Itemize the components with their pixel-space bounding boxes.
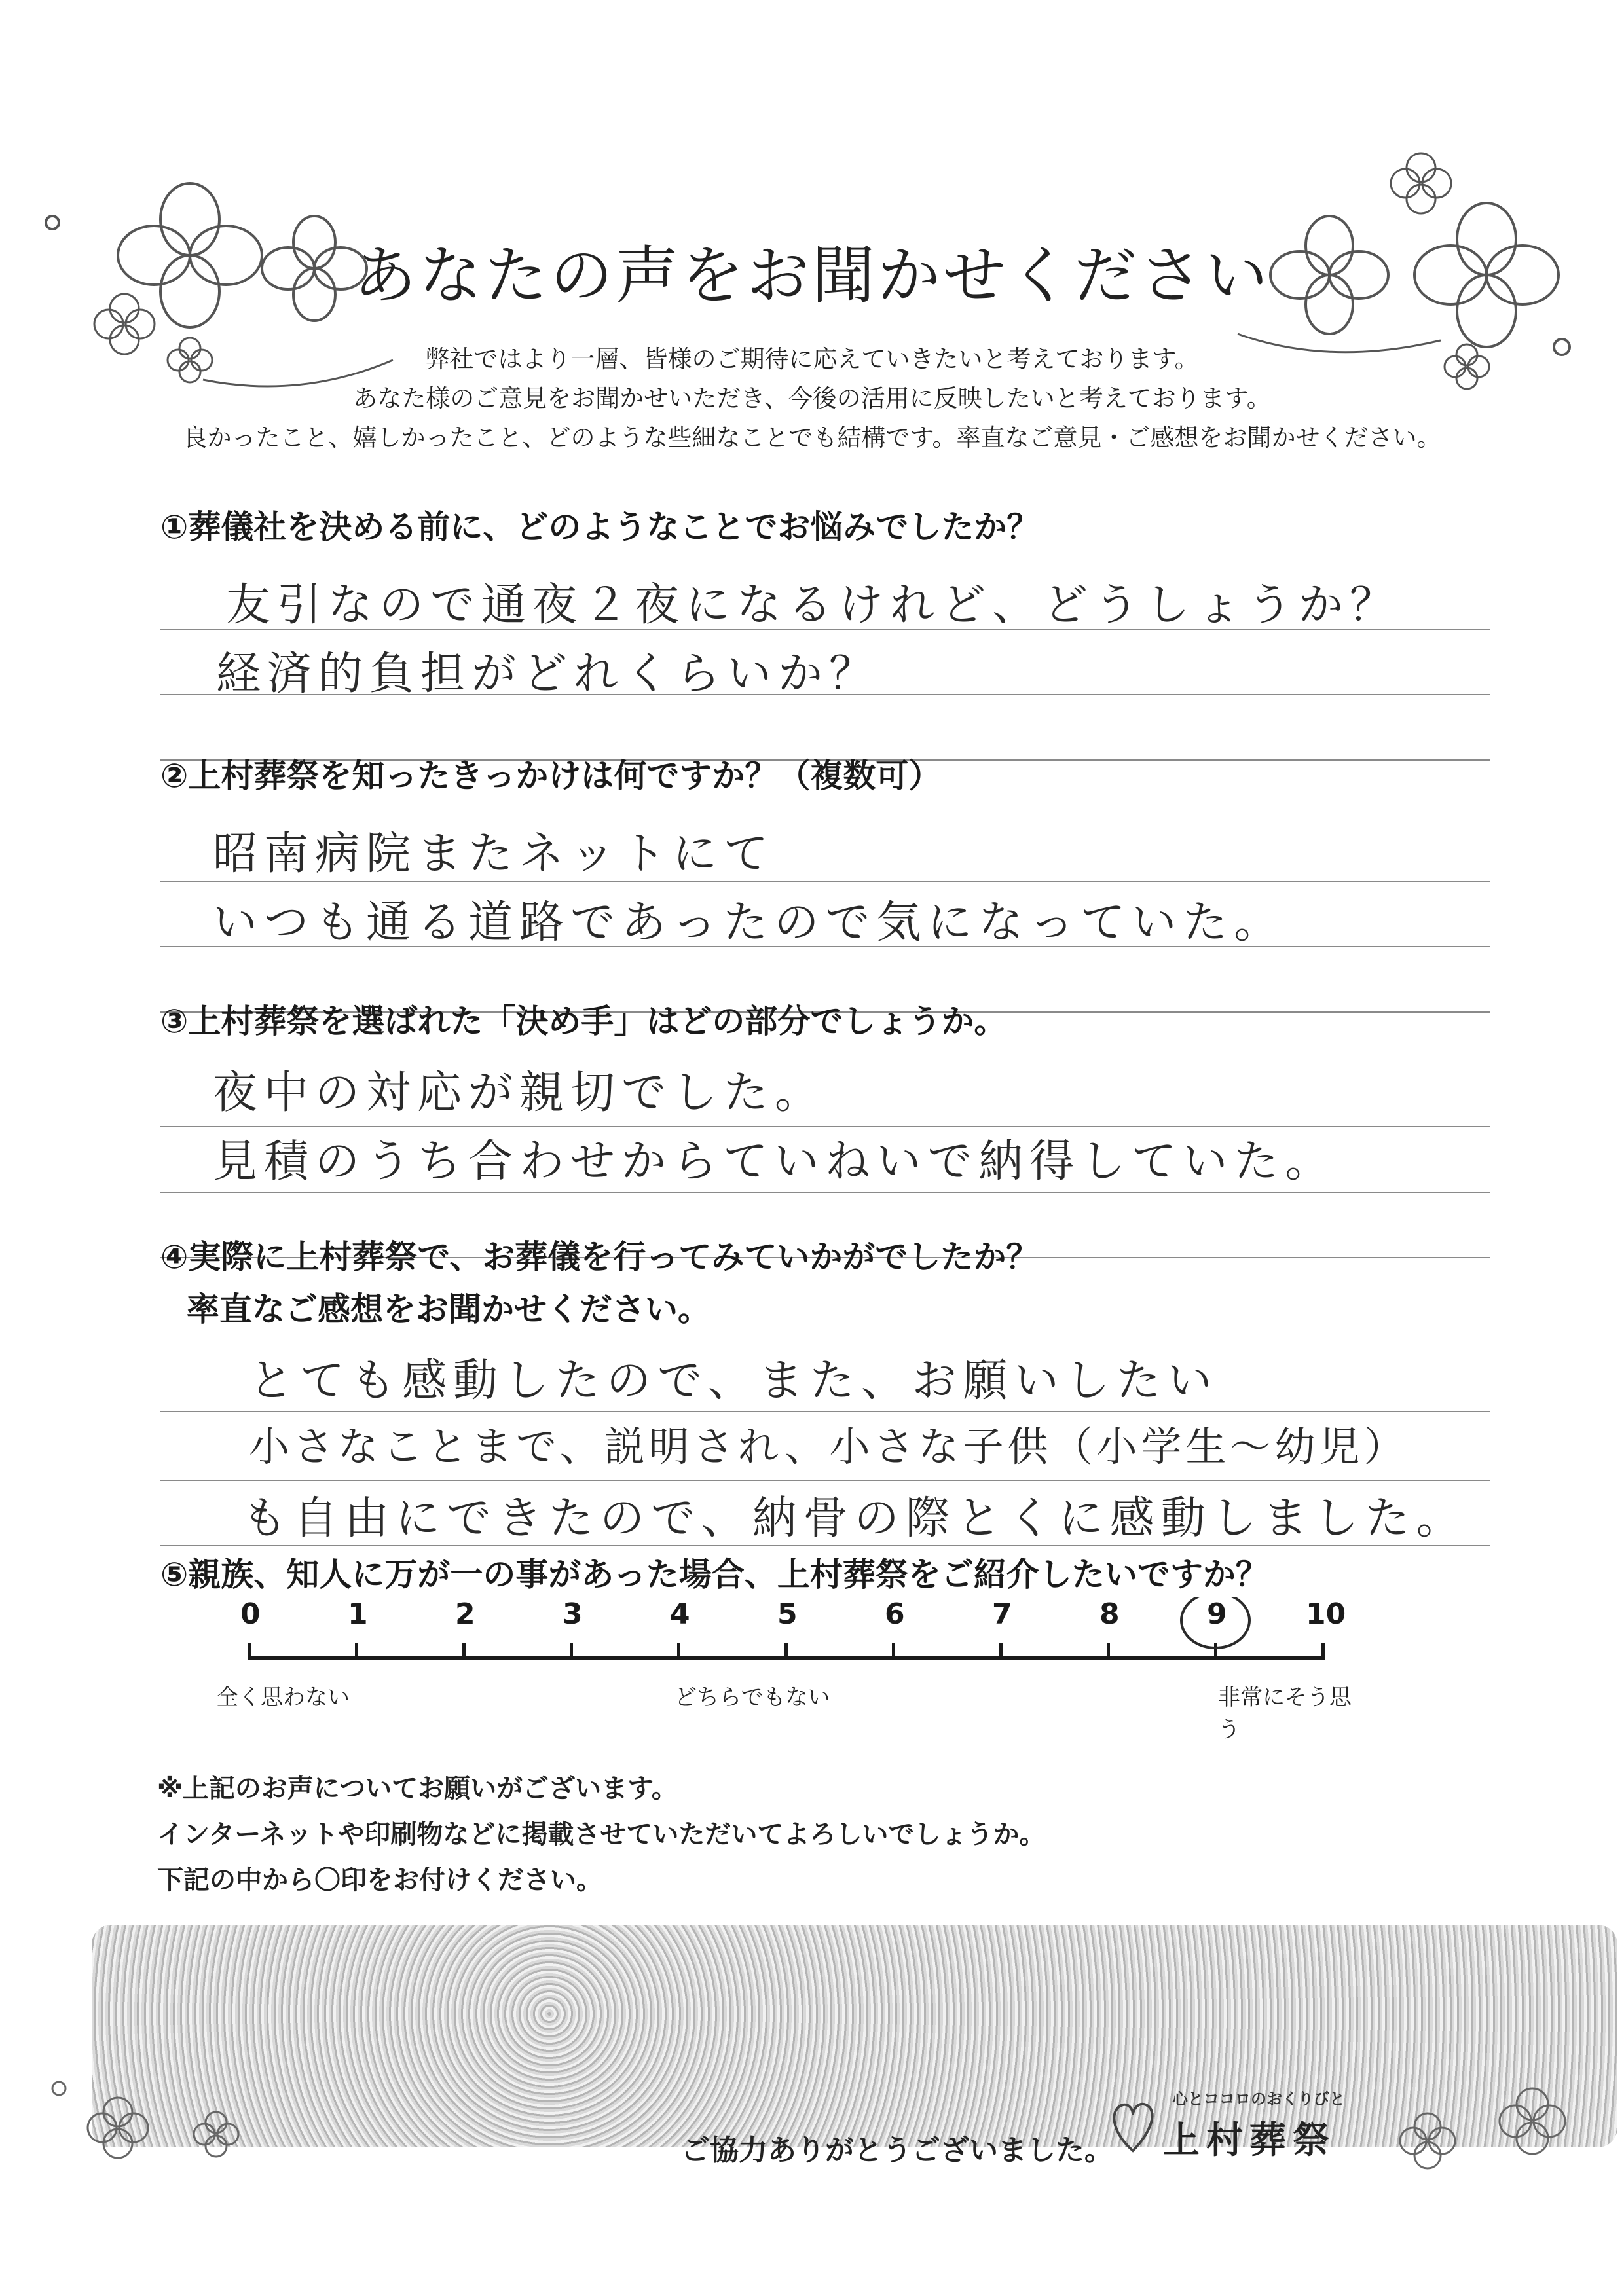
question-4-answer-3: も自由にできたので、納骨の際とくに感動しました。: [242, 1493, 1467, 1544]
selected-rating-mark: [1181, 1597, 1249, 1648]
permission-note-1: ※上記のお声についてお願いがございます。: [157, 1774, 678, 1804]
scale-tick-label: 3: [563, 1597, 583, 1631]
question-3-answer-2: 見積のうち合わせからていねいで納得していた。: [213, 1136, 1337, 1188]
answer-line: [160, 1480, 1490, 1481]
question-3-answer-1: 夜中の対応が親切でした。: [213, 1067, 826, 1119]
scale-tick-label: 6: [885, 1597, 905, 1631]
scale-label-left: 全く思わない: [216, 1685, 350, 1711]
scale-tick-label: 0: [240, 1597, 261, 1631]
intro-line-2: あなた様のご意見をお聞かせいただき、今後の活用に反映したいと考えております。: [353, 384, 1271, 412]
clover-decoration-bottom-right: [1362, 2069, 1598, 2200]
logo-tagline: 心とココロのおくりびと: [1172, 2090, 1345, 2108]
answer-line: [160, 1126, 1490, 1127]
scale-tick-label: 8: [1099, 1597, 1120, 1631]
answer-line: [160, 1411, 1490, 1412]
scale-label-right: 非常にそう思う: [1218, 1685, 1352, 1743]
answer-line: [160, 946, 1490, 947]
scale-tick-label: 4: [670, 1597, 690, 1631]
question-1-label: ①葬儀社を決める前に、どのようなことでお悩みでしたか？: [160, 508, 1040, 546]
question-4-answer-1: とても感動したので、また、お願いしたい: [249, 1355, 1219, 1407]
question-4-label: ④実際に上村葬祭で、お葬儀を行ってみていかがでしたか？: [160, 1238, 1039, 1276]
question-2-answer-1: 昭南病院またネットにて: [213, 828, 775, 880]
scale-tick-label: 10: [1306, 1597, 1346, 1631]
answer-line: [160, 1192, 1490, 1193]
question-1-answer-2: 経済的負担がどれくらいか？: [216, 648, 881, 700]
intro-line-3: 良かったこと、嬉しかったこと、どのような些細なことでも結構です。率直なご意見・ご感想をお聞かせください。: [183, 424, 1441, 452]
question-2-answer-2: いつも通る道路であったので気になっていた。: [213, 897, 1285, 949]
thanks-message: ご協力ありがとうございました。: [681, 2134, 1113, 2167]
intro-line-1: 弊社ではより一層、皆様のご期待に応えていきたいと考えております。: [425, 345, 1199, 373]
selected-rating-circle: [216, 1597, 1369, 1683]
scale-tick-label: 9: [1207, 1597, 1227, 1631]
heart-logo-icon: [1107, 2092, 1159, 2157]
answer-line: [160, 1545, 1490, 1546]
clover-decoration-bottom-left: [39, 2062, 262, 2193]
question-1-answer-1: 友引なので通夜２夜になるけれど、どうしょうか？: [226, 579, 1401, 631]
question-2-label: ②上村葬祭を知ったきっかけは何ですか？（複数可）: [160, 757, 942, 795]
scale-tick-label: 1: [348, 1597, 368, 1631]
answer-line: [160, 629, 1490, 630]
permission-note-3: 下記の中から〇印をお付けください。: [157, 1865, 602, 1895]
answer-line: [160, 881, 1490, 882]
permission-note-2: インターネットや印刷物などに掲載させていただいてよろしいでしょうか。: [157, 1819, 1046, 1850]
scale-tick-label: 7: [992, 1597, 1012, 1631]
scale-label-mid: どちらでもない: [674, 1685, 830, 1711]
scale-tick-label: 2: [455, 1597, 475, 1631]
logo-name: 上村葬祭: [1163, 2119, 1336, 2162]
rating-scale: [216, 1597, 1369, 1743]
page-title: あなたの声をお聞かせください: [354, 239, 1270, 312]
scale-tick-label: 5: [777, 1597, 798, 1631]
question-5-label: ⑤親族、知人に万が一の事があった場合、上村葬祭をご紹介したいですか？: [160, 1556, 1268, 1594]
answer-line: [160, 694, 1490, 695]
question-4-sublabel: 率直なご感想をお聞かせください。: [187, 1290, 710, 1328]
question-3-label: ③上村葬祭を選ばれた「決め手」はどの部分でしょうか。: [160, 1002, 1007, 1040]
question-4-answer-2: 小さなことまで、説明され、小さな子供（小学生～幼児）: [249, 1423, 1409, 1470]
